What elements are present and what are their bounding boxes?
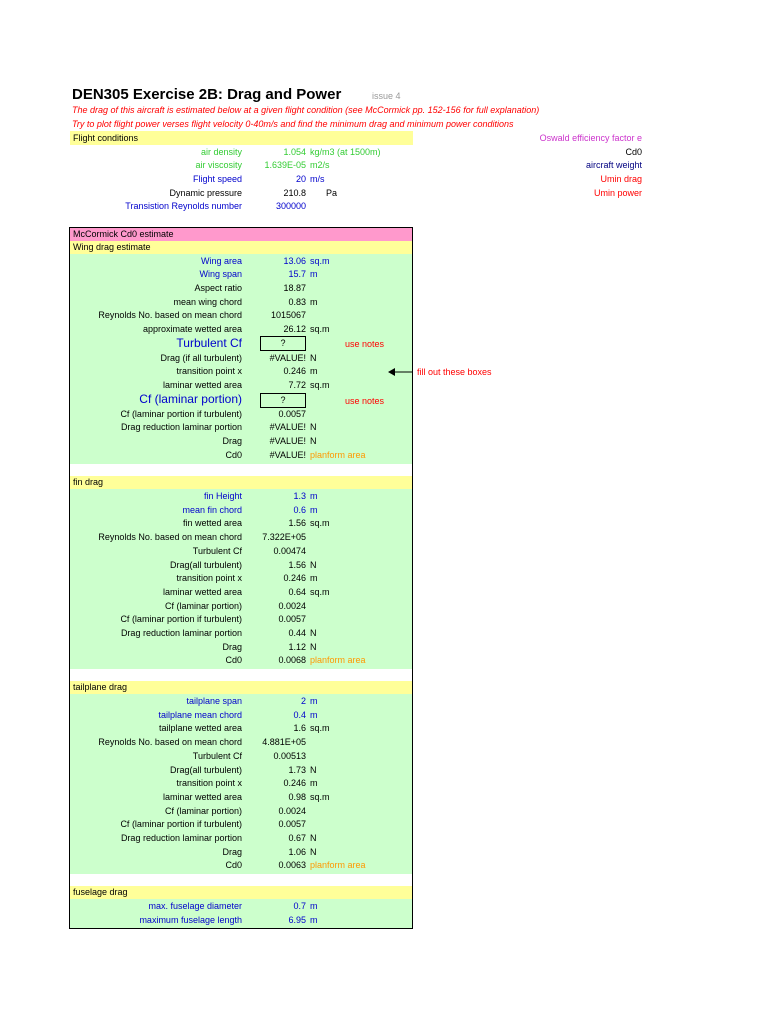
tailplane-row-1-value[interactable]: 0.4 xyxy=(293,709,306,720)
tailplane-row-8-value: 0.0024 xyxy=(278,805,306,816)
tailplane-row-4-value: 0.00513 xyxy=(273,750,306,761)
tailplane-row-6-label: transition point x xyxy=(176,778,242,789)
transition-point-unit: m xyxy=(310,366,318,376)
mean-chord-label: mean wing chord xyxy=(173,297,242,307)
re-mean-chord-label: Reynolds No. based on mean chord xyxy=(98,310,242,320)
fin-row-7-unit: sq.m xyxy=(310,586,330,597)
fin-row-1-label: mean fin chord xyxy=(182,504,242,515)
flight-speed-value[interactable]: 20 xyxy=(295,174,306,184)
flight-speed-unit: m/s xyxy=(310,174,325,184)
fin-row-5-unit: N xyxy=(310,559,317,570)
wetted-area-label: approximate wetted area xyxy=(142,324,242,334)
wetted-area-value: 26.12 xyxy=(283,324,306,334)
mccormick-header: McCormick Cd0 estimate xyxy=(70,228,413,241)
turbulent-cf-input[interactable]: ? xyxy=(260,336,306,351)
transition-re-value[interactable]: 300000 xyxy=(275,201,306,211)
fin-row-4-value: 0.00474 xyxy=(273,545,306,556)
tailplane-row-12-unit: planform area xyxy=(310,860,366,871)
cf-laminar-note: use notes xyxy=(345,396,385,406)
drag-reduction-value: #VALUE! xyxy=(269,422,306,432)
drag-all-turb-unit: N xyxy=(310,353,317,363)
tailplane-row-12-label: Cd0 xyxy=(225,860,242,871)
wing-cd0-unit: planform area xyxy=(310,450,366,460)
tailplane-row-4-label: Turbulent Cf xyxy=(192,750,242,761)
fin-header: fin drag xyxy=(70,476,413,489)
fin-row-7-label: laminar wetted area xyxy=(162,586,242,597)
laminar-wetted-value: 7.72 xyxy=(288,380,306,390)
tailplane-header: tailplane drag xyxy=(70,681,413,694)
fin-row-12-label: Cd0 xyxy=(225,655,242,666)
tailplane-row-10-unit: N xyxy=(310,833,317,843)
cf-lam-if-turb-label: Cf (laminar portion if turbulent) xyxy=(120,409,242,419)
wing-span-value[interactable]: 15.7 xyxy=(288,269,306,279)
wing-drag-value: #VALUE! xyxy=(269,436,306,446)
wing-cd0-label: Cd0 xyxy=(225,450,242,460)
umin-power-label: Umin power xyxy=(593,188,642,198)
tailplane-row-0-unit: m xyxy=(310,696,318,706)
wing-drag-unit: N xyxy=(310,436,317,446)
fin-row-4-label: Turbulent Cf xyxy=(192,545,242,556)
transition-point-value: 0.246 xyxy=(283,366,306,376)
wing-cd0-value: #VALUE! xyxy=(269,450,306,460)
mean-chord-unit: m xyxy=(310,297,318,307)
fuselage-row-1-label: maximum fuselage length xyxy=(139,914,242,925)
cf-laminar-input[interactable]: ? xyxy=(260,393,306,408)
tailplane-row-3-value: 4.881E+05 xyxy=(262,737,306,748)
tailplane-row-5-label: Drag(all turbulent) xyxy=(169,764,242,775)
tailplane-row-6-value: 0.246 xyxy=(283,778,306,789)
air-viscosity-label: air viscosity xyxy=(195,160,242,170)
laminar-wetted-label: laminar wetted area xyxy=(162,380,242,390)
aspect-ratio-label: Aspect ratio xyxy=(194,283,242,293)
fin-row-11-unit: N xyxy=(310,641,317,652)
drag-all-turb-label: Drag (if all turbulent) xyxy=(160,353,242,363)
wing-span-unit: m xyxy=(310,269,318,279)
fin-row-9-value: 0.0057 xyxy=(278,614,306,625)
fin-row-5-value: 1.56 xyxy=(288,559,306,570)
dynamic-pressure-label: Dynamic pressure xyxy=(169,188,242,198)
fin-row-0-value[interactable]: 1.3 xyxy=(293,491,306,501)
fin-row-7-value: 0.64 xyxy=(288,586,306,597)
tailplane-row-7-unit: sq.m xyxy=(310,791,330,802)
wing-area-label: Wing area xyxy=(200,256,242,266)
tailplane-row-9-value: 0.0057 xyxy=(278,819,306,830)
aircraft-weight-label: aircraft weight xyxy=(585,160,642,170)
fill-boxes-note: fill out these boxes xyxy=(417,367,492,377)
re-mean-chord-value: 1015067 xyxy=(270,310,306,320)
fin-row-3-value: 7.322E+05 xyxy=(262,532,306,543)
fuselage-row-0-value[interactable]: 0.7 xyxy=(293,901,306,911)
fuselage-header: fuselage drag xyxy=(70,886,413,899)
wing-drag-label: Drag xyxy=(222,436,242,446)
dynamic-pressure-unit: Pa xyxy=(326,188,338,198)
fin-row-6-unit: m xyxy=(310,573,318,584)
fin-row-9-label: Cf (laminar portion if turbulent) xyxy=(120,614,242,625)
fin-row-0-label: fin Height xyxy=(203,491,242,501)
air-density-value[interactable]: 1.054 xyxy=(283,147,306,157)
fin-row-12-unit: planform area xyxy=(310,655,366,666)
left-arrow-icon xyxy=(388,367,414,377)
fin-row-2-value: 1.56 xyxy=(288,518,306,529)
fin-row-3-label: Reynolds No. based on mean chord xyxy=(98,532,242,543)
dynamic-pressure-value[interactable]: 210.8 xyxy=(283,188,306,198)
tailplane-row-11-value: 1.06 xyxy=(288,846,306,857)
wing-header: Wing drag estimate xyxy=(70,241,413,254)
flight-speed-label: Flight speed xyxy=(192,174,242,184)
tailplane-row-6-unit: m xyxy=(310,778,318,789)
flight-conditions-header: Flight conditions xyxy=(70,131,413,145)
fin-row-10-unit: N xyxy=(310,628,317,638)
wing-area-unit: sq.m xyxy=(310,256,330,266)
tailplane-row-10-value: 0.67 xyxy=(288,833,306,843)
tailplane-row-7-value: 0.98 xyxy=(288,791,306,802)
fin-row-10-value: 0.44 xyxy=(288,628,306,638)
tailplane-row-1-label: tailplane mean chord xyxy=(158,709,242,720)
drag-reduction-label: Drag reduction laminar portion xyxy=(120,422,242,432)
air-viscosity-unit: m2/s xyxy=(310,160,330,170)
wing-area-value[interactable]: 13.06 xyxy=(283,256,306,266)
fin-row-1-value[interactable]: 0.6 xyxy=(293,504,306,515)
tailplane-row-2-value: 1.6 xyxy=(293,723,306,734)
tailplane-row-0-label: tailplane span xyxy=(186,696,242,706)
page-title: DEN305 Exercise 2B: Drag and Power xyxy=(72,86,342,103)
fin-row-1-unit: m xyxy=(310,504,318,515)
drag-reduction-unit: N xyxy=(310,422,317,432)
cf-laminar-label: Cf (laminar portion) xyxy=(139,392,242,406)
aspect-ratio-value: 18.87 xyxy=(283,283,306,293)
tailplane-row-3-label: Reynolds No. based on mean chord xyxy=(98,737,242,748)
umin-drag-label: Umin drag xyxy=(600,174,642,184)
mean-chord-value: 0.83 xyxy=(288,297,306,307)
fin-row-2-label: fin wetted area xyxy=(182,518,242,529)
fin-row-10-label: Drag reduction laminar portion xyxy=(120,628,242,638)
fin-row-5-label: Drag(all turbulent) xyxy=(169,559,242,570)
fuselage-row-1-unit: m xyxy=(310,914,318,925)
tailplane-row-2-unit: sq.m xyxy=(310,723,330,734)
fuselage-row-1-value[interactable]: 6.95 xyxy=(288,914,306,925)
note-line-2: Try to plot flight power verses flight velocity 0-40m/s and find the minimum drag and minimum power conditions xyxy=(72,119,514,129)
fin-row-8-value: 0.0024 xyxy=(278,600,306,611)
fin-row-11-value: 1.12 xyxy=(288,641,306,652)
fin-row-2-unit: sq.m xyxy=(310,518,330,529)
tailplane-row-11-label: Drag xyxy=(222,846,242,857)
tailplane-row-7-label: laminar wetted area xyxy=(162,791,242,802)
laminar-wetted-unit: sq.m xyxy=(310,380,330,390)
tailplane-row-11-unit: N xyxy=(310,846,317,857)
oswald-label: Oswald efficiency factor e xyxy=(539,133,642,143)
tailplane-row-5-unit: N xyxy=(310,764,317,775)
wetted-area-unit: sq.m xyxy=(310,324,330,334)
turbulent-cf-label: Turbulent Cf xyxy=(176,336,242,350)
transition-point-label: transition point x xyxy=(176,366,242,376)
fin-row-0-unit: m xyxy=(310,491,318,501)
fin-row-6-value: 0.246 xyxy=(283,573,306,584)
tailplane-row-0-value[interactable]: 2 xyxy=(300,696,306,706)
fin-row-8-label: Cf (laminar portion) xyxy=(164,600,242,611)
right-cd0-label: Cd0 xyxy=(625,147,642,157)
tailplane-row-2-label: tailplane wetted area xyxy=(158,723,242,734)
air-density-unit: kg/m3 (at 1500m) xyxy=(310,147,381,157)
wing-span-label: Wing span xyxy=(199,269,242,279)
note-line-1: The drag of this aircraft is estimated below at a given flight condition (see McCormick pp. 152-156 for full explanation) xyxy=(72,105,540,115)
turbulent-cf-note: use notes xyxy=(345,339,385,349)
fin-row-12-value: 0.0068 xyxy=(278,655,306,666)
issue-label: issue 4 xyxy=(372,91,401,101)
fuselage-row-0-unit: m xyxy=(310,901,318,911)
fuselage-row-0-label: max. fuselage diameter xyxy=(148,901,242,911)
fin-row-6-label: transition point x xyxy=(176,573,242,584)
tailplane-row-8-label: Cf (laminar portion) xyxy=(164,805,242,816)
fin-row-11-label: Drag xyxy=(222,641,242,652)
tailplane-row-5-value: 1.73 xyxy=(288,764,306,775)
tailplane-row-9-label: Cf (laminar portion if turbulent) xyxy=(120,819,242,830)
cf-lam-if-turb-value: 0.0057 xyxy=(278,409,306,419)
transition-re-label: Transistion Reynolds number xyxy=(125,201,242,211)
air-density-label: air density xyxy=(200,147,242,157)
tailplane-row-12-value: 0.0063 xyxy=(278,860,306,871)
drag-all-turb-value: #VALUE! xyxy=(269,353,306,363)
tailplane-row-10-label: Drag reduction laminar portion xyxy=(120,833,242,843)
tailplane-row-1-unit: m xyxy=(310,709,318,720)
air-viscosity-value[interactable]: 1.639E-05 xyxy=(264,160,306,170)
